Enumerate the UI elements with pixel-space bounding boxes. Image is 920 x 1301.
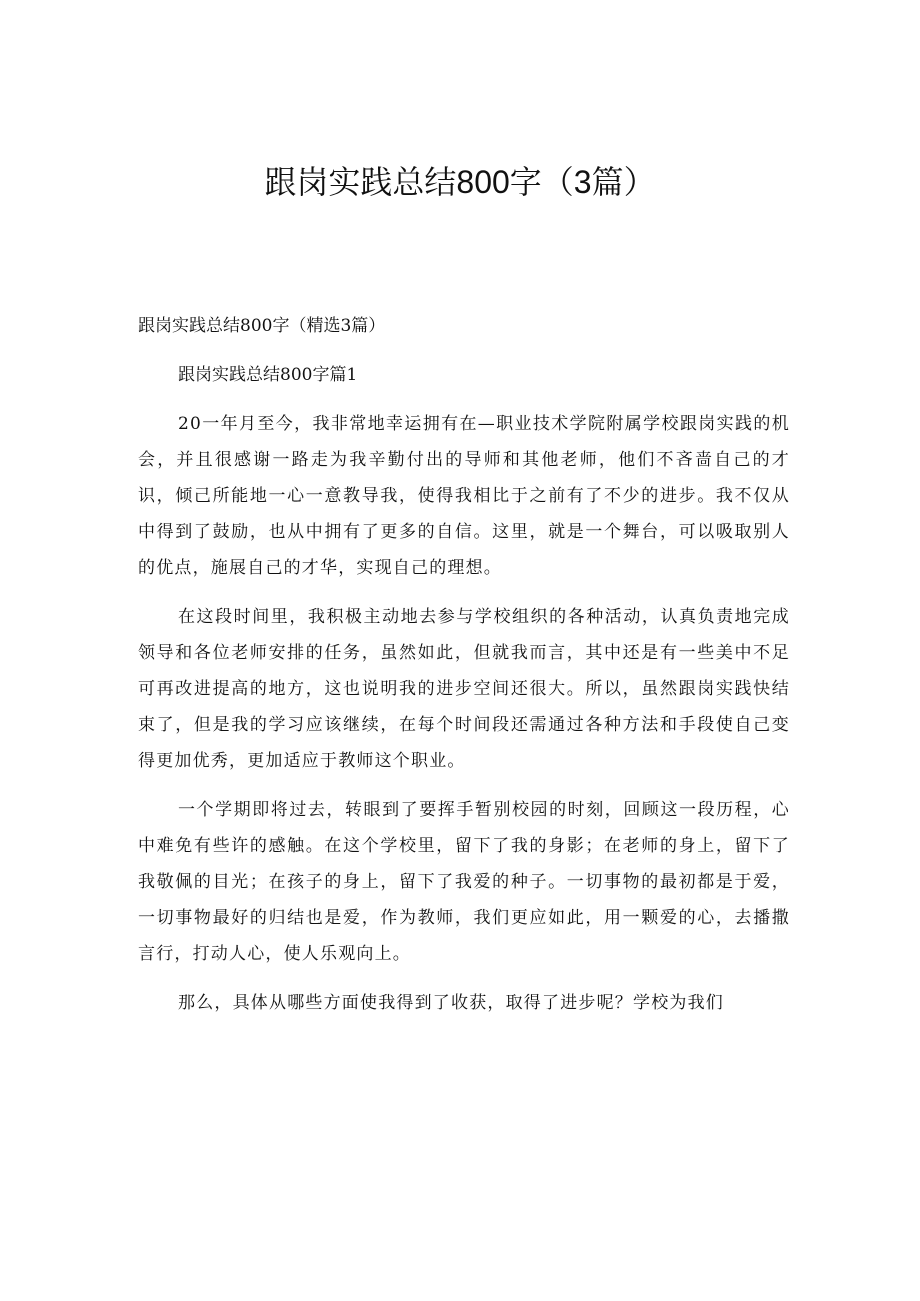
section-heading: 跟岗实践总结800字篇1	[178, 365, 358, 385]
document-subtitle: 跟岗实践总结800字（精选3篇）	[138, 316, 386, 336]
document-body	[138, 308, 790, 1034]
paragraph: 那么，具体从哪些方面使我得到了收获，取得了进步呢？学校为我们	[178, 993, 724, 1013]
paragraph: 在这段时间里，我积极主动地去参与学校组织的各种活动，认真负责地完成领导和各位老师安排的任务，虽然如此，但就我而言，其中还是有一些美中不足可再改进提高的地方，这也说明我的进步空间还很大。所以，虽然跟岗实践快结束了，但是我的学习应该继续，在每个时间段还需通过各种方法和手段使自己变得更加优秀，更加适应于教师这个职业。	[138, 607, 790, 771]
paragraph: 一个学期即将过去，转眼到了要挥手暂别校园的时刻，回顾这一段历程，心中难免有些许的感触。在这个学校里，留下了我的身影；在老师的身上，留下了我敬佩的目光；在孩子的身上，留下了我爱的种子。一切事物的最初都是于爱，一切事物最好的归结也是爱，作为教师，我们更应如此，用一颗爱的心，去播撒言行，打动人心，使人乐观向上。	[138, 800, 790, 964]
document-title: 跟岗实践总结800字（3篇）	[264, 164, 656, 200]
paragraph: 20一年月至今，我非常地幸运拥有在—职业技术学院附属学校跟岗实践的机会，并且很感谢一路走为我辛勤付出的导师和其他老师，他们不吝啬自己的才识，倾己所能地一心一意教导我，使得我相比于之前有了不少的进步。我不仅从中得到了鼓励，也从中拥有了更多的自信。这里，就是一个舞台，可以吸取别人的优点，施展自己的才华，实现自己的理想。	[138, 414, 790, 578]
